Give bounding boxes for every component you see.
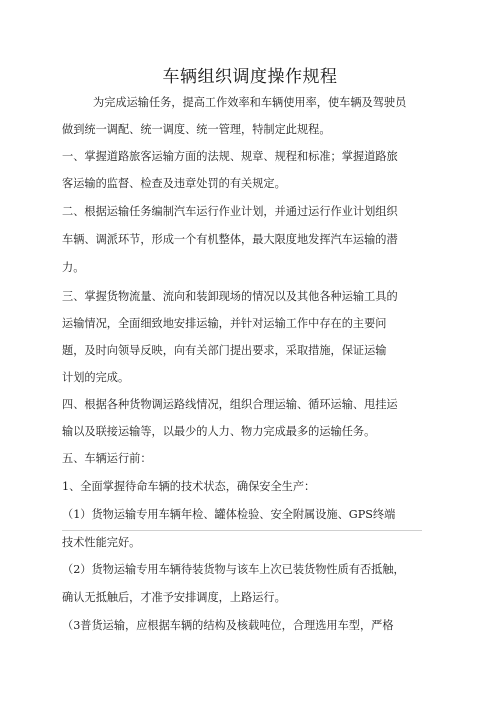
document-title: 车辆组织调度操作规程 [162, 67, 338, 87]
paragraph-line: 车辆、调派环节，形成一个有机整体，最大限度地发挥汽车运输的潜 [62, 233, 398, 246]
paragraph-line: 运输情况，全面细致地安排运输，并针对运输工作中存在的主要问 [62, 317, 387, 330]
paragraph-line: 五、车辆运行前： [62, 452, 152, 465]
paragraph-line: 题，及时向领导反映，向有关部门提出要求，采取措施，保证运输 [62, 344, 387, 357]
paragraph-line: （1）货物运输专用车辆年检、罐体检验、安全附属设施、GPS终端 [62, 508, 396, 521]
paragraph-line: 计划的完成。 [62, 371, 130, 384]
paragraph-line: 二、根据运输任务编制汽车运行作业计划，并通过运行作业计划组织 [62, 205, 398, 218]
paragraph-line: 一、掌握道路旅客运输方面的法规、规章、规程和标准；掌握道路旅 [62, 150, 398, 163]
divider-line [62, 530, 422, 531]
paragraph-line: 为完成运输任务，提高工作效率和车辆使用率，使车辆及驾驶员 [93, 96, 407, 109]
paragraph-line: 做到统一调配、统一调度、统一管理，特制定此规程。 [62, 123, 331, 136]
paragraph-line: （2）货物运输专用车辆待装货物与该车上次已装货物性质有否抵触， [62, 563, 405, 576]
paragraph-line: 四、根据各种货物调运路线情况，组织合理运输、循环运输、甩挂运 [62, 398, 398, 411]
paragraph-line: 确认无抵触后，才准予安排调度，上路运行。 [62, 591, 286, 604]
paragraph-line: 力。 [62, 261, 85, 274]
paragraph-line: 技术性能完好。 [62, 536, 141, 549]
paragraph-line: 1、全面掌握待命车辆的技术状态，确保安全生产： [62, 480, 316, 493]
paragraph-line: （3普货运输，应根据车辆的结构及核载吨位，合理选用车型，严格 [62, 619, 394, 632]
paragraph-line: 三、掌握货物流量、流向和装卸现场的情况以及其他各种运输工具的 [62, 290, 398, 303]
paragraph-line: 客运输的监督、检查及违章处罚的有关规定。 [62, 177, 286, 190]
paragraph-line: 输以及联接运输等，以最少的人力、物力完成最多的运输任务。 [62, 425, 376, 438]
